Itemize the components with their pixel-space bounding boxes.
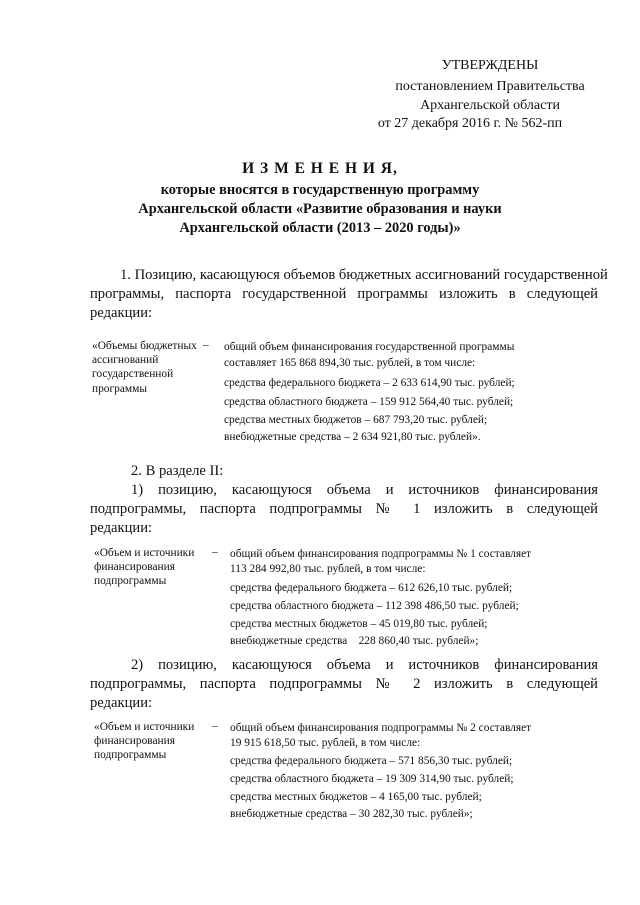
section-1-block-label: «Объемы бюджетных ассигнований государственной программы	[92, 340, 197, 395]
section-1-line-2: программы, паспорта государственной программы изложить в следующей	[90, 286, 598, 302]
section-1-line-1: 1. Позицию, касающуюся объемов бюджетных ассигнований государственной	[120, 267, 608, 283]
item-2-block-dash: –	[212, 720, 218, 732]
item-1-block-line-5: средства местных бюджетов – 45 019,80 тыс. рублей;	[230, 618, 488, 630]
item-2-line-1: 2) позицию, касающуюся объема и источников финансирования	[131, 657, 598, 673]
item-1-line-3: редакции:	[90, 520, 153, 536]
item-1-block-line-2: 113 284 992,80 тыс. рублей, в том числе:	[230, 563, 426, 575]
approval-line-4: от 27 декабря 2016 г. № 562-пп	[377, 116, 563, 131]
item-2-line-3: редакции:	[90, 695, 153, 711]
item-1-block-line-6: внебюджетные средства 228 860,40 тыс. рублей»;	[230, 635, 479, 647]
section-2-heading: 2. В разделе II:	[131, 463, 224, 479]
item-1-block-line-3: средства федерального бюджета – 612 626,10 тыс. рублей;	[230, 582, 513, 594]
item-2-block-label: «Объем и источники финансирования подпрограммы	[94, 721, 195, 762]
title-sub-3: Архангельской области (2013 – 2020 годы)»	[179, 220, 461, 236]
item-2-block-line-2: 19 915 618,50 тыс. рублей, в том числе:	[230, 737, 421, 749]
section-1-line-3: редакции:	[90, 305, 153, 321]
item-1-block-line-4: средства областного бюджета – 112 398 486,50 тыс. рублей;	[230, 600, 519, 612]
item-2-block-line-3: средства федерального бюджета – 571 856,30 тыс. рублей;	[230, 755, 513, 767]
approval-line-3: Архангельской области	[420, 98, 560, 113]
item-2-block-line-6: внебюджетные средства – 30 282,30 тыс. рублей»;	[230, 808, 473, 820]
section-1-block-line-1: общий объем финансирования государственной программы	[224, 341, 515, 353]
section-1-block-line-5: средства местных бюджетов – 687 793,20 тыс. рублей;	[224, 414, 488, 426]
approval-line-2: постановлением Правительства	[395, 79, 585, 94]
approval-heading: УТВЕРЖДЕНЫ	[441, 58, 539, 73]
item-1-line-1: 1) позицию, касающуюся объема и источников финансирования	[131, 482, 598, 498]
item-2-block-line-5: средства местных бюджетов – 4 165,00 тыс. рублей;	[230, 791, 482, 803]
section-1-block-line-6: внебюджетные средства – 2 634 921,80 тыс. рублей».	[224, 431, 481, 443]
item-2-line-2: подпрограммы, паспорта подпрограммы № 2 изложить в следующей	[90, 676, 598, 692]
section-1-block-line-4: средства областного бюджета – 159 912 564,40 тыс. рублей;	[224, 396, 514, 408]
title-sub-1: которые вносятся в государственную программу	[160, 182, 480, 198]
section-1-block-line-3: средства федерального бюджета – 2 633 614,90 тыс. рублей;	[224, 377, 515, 389]
item-1-block-line-1: общий объем финансирования подпрограммы № 1 составляет	[230, 548, 532, 560]
item-1-line-2: подпрограммы, паспорта подпрограммы № 1 изложить в следующей	[90, 501, 598, 517]
item-2-block-line-4: средства областного бюджета – 19 309 314,90 тыс. рублей;	[230, 773, 514, 785]
item-2-block-line-1: общий объем финансирования подпрограммы № 2 составляет	[230, 722, 532, 734]
item-1-block-dash: –	[212, 546, 218, 558]
section-1-block-line-2: составляет 165 868 894,30 тыс. рублей, в том числе:	[224, 357, 476, 369]
title-main: И З М Е Н Е Н И Я,	[242, 160, 398, 177]
section-1-block-dash: –	[203, 339, 209, 351]
title-sub-2: Архангельской области «Развитие образования и науки	[138, 201, 502, 217]
item-1-block-label: «Объем и источники финансирования подпрограммы	[94, 547, 195, 588]
